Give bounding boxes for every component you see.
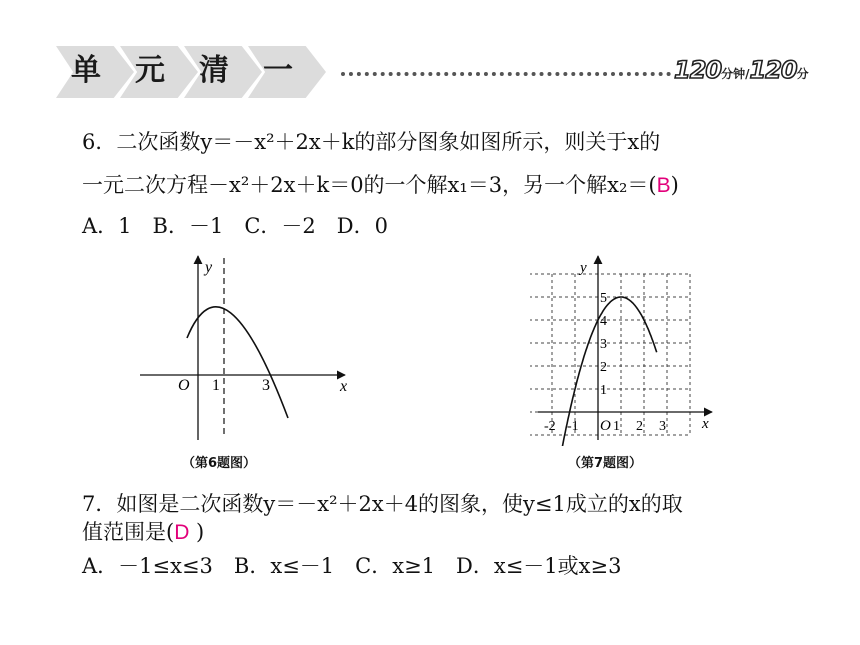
q7-stem-line1: 7．如图是二次函数y＝－x²＋2x＋4的图象，使y≤1成立的x的取 bbox=[82, 492, 683, 516]
time-number: 120 bbox=[674, 56, 722, 84]
title-char: 元 bbox=[135, 53, 165, 88]
dotted-divider bbox=[341, 72, 671, 76]
q7-stem-line2 bbox=[82, 518, 204, 547]
title-char: 单 bbox=[71, 53, 101, 88]
origin-label: O bbox=[178, 377, 190, 394]
figure-7-caption: （第7题图） bbox=[568, 456, 643, 471]
time-number: 120 bbox=[749, 56, 797, 84]
time-unit: 分 bbox=[796, 67, 809, 81]
x-tick-label: 3 bbox=[659, 419, 666, 434]
q7-close-paren: ) bbox=[189, 520, 205, 544]
x-tick-label: -2 bbox=[544, 419, 556, 434]
y-tick-label: 3 bbox=[600, 337, 607, 352]
x-tick-label: 1 bbox=[613, 419, 620, 434]
x-tick-label: -1 bbox=[567, 419, 579, 434]
y-tick-label: 1 bbox=[600, 383, 607, 398]
q7-answer: D bbox=[174, 521, 190, 544]
x-tick-label: 2 bbox=[636, 419, 643, 434]
figure-6-caption: （第6题图） bbox=[182, 456, 257, 471]
q6-close-paren: ) bbox=[670, 173, 679, 197]
x-axis-label: x bbox=[702, 416, 709, 432]
unit-header bbox=[56, 44, 816, 100]
q6-stem-line1: 6．二次函数y＝－x²＋2x＋k的部分图象如图所示，则关于x的 bbox=[82, 130, 661, 154]
chevron-title bbox=[56, 46, 336, 98]
time-badge bbox=[674, 56, 819, 88]
q7-stem-text: 值范围是( bbox=[82, 520, 175, 544]
y-tick-label: 4 bbox=[600, 314, 607, 329]
y-axis-label: y bbox=[205, 259, 213, 276]
tick-label-3: 3 bbox=[262, 377, 270, 394]
parabola-curve bbox=[187, 307, 288, 418]
q6-options: A．1 B．－1 C．－2 D．0 bbox=[82, 214, 388, 238]
time-unit: 分钟/ bbox=[721, 67, 750, 81]
title-char: 清 bbox=[199, 53, 229, 88]
origin-label: O bbox=[600, 418, 611, 434]
q6-answer: B bbox=[656, 174, 671, 197]
q6-stem-text: 一元二次方程－x²＋2x＋k＝0的一个解x₁＝3，另一个解x₂＝( bbox=[82, 173, 657, 197]
q6-stem-line2 bbox=[82, 171, 679, 200]
y-tick-label: 2 bbox=[600, 360, 607, 375]
y-tick-label: 5 bbox=[600, 291, 607, 306]
grid bbox=[530, 274, 690, 435]
title-char: 一 bbox=[263, 53, 293, 88]
figure-7-graph bbox=[530, 250, 730, 446]
x-axis-label: x bbox=[340, 378, 348, 395]
y-axis-label: y bbox=[580, 260, 587, 276]
q7-options: A．－1≤x≤3 B．x≤－1 C．x≥1 D．x≤－1或x≥3 bbox=[82, 554, 622, 578]
tick-label-1: 1 bbox=[212, 377, 220, 394]
figure-6-graph bbox=[130, 248, 370, 448]
